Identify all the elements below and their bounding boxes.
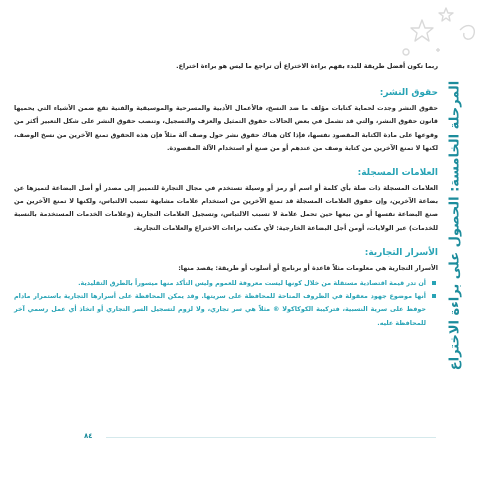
square-bullet-icon bbox=[432, 294, 436, 298]
trade-secrets-list bbox=[14, 277, 438, 330]
section-body-copyright: حقوق النشر وجدت لحماية كتابات مؤلف ما ضد النسخ، فالأعمال الأدبية والمسرحية والموسيقية والفنية تقع ضمن الأشياء التي يحميها قانون حقوق النشر، والتي قد تشمل في بعض الحالات حقوق التمثيل والعزف والتسجيل، وتنصب حقوق النشر على شكل التعبير أكثر من وقوعها على مادة الكتابة المقصود نفسها، فإذا كان هناك حقوق نشر حول وصف آلة مثلاً فإن هذه الحقوق تمنع الآخرين من نسخ الوصف، لكنها لا تمنع الآخرين من كتابة وصف من عندهم أو من صنع أو استخدام الآلة المقصودة. bbox=[14, 104, 438, 152]
section-body-trademarks: العلامات المسجلة ذات صلة بأي كلمة أو اسم أو رمز أو وسيلة تستخدم في مجال التجارة للتمييز إلى مصدر أو أصل البضاعة لتميزها عن بضاعة الآخرين، وإن حقوق العلامات المسجلة قد تمنع الآخرين من استخدام علامات مشابهة تسبب الالتباس، ولكنها لا تمنع الآخرين من صنع البضاعة نفسها أو من بيعها حين تحمل علامة لا تسبب الالتباس، وتسجيل العلامات التجارية (وعلامات الخدمات المستخدمة بالنسبة للخدمات) عبر الولايات، أومن أجل البضاعة الخارجية: لأي مكتب براءات الاختراع والعلامات التجارية. bbox=[14, 184, 438, 232]
page-content bbox=[14, 60, 438, 342]
section-heading-trade-secrets: الأسرار التجارية: bbox=[364, 247, 438, 258]
chapter-side-title-text: المرحلة الخامسة: الحصول على براءة الاختراع bbox=[447, 80, 463, 370]
list-item bbox=[14, 277, 438, 290]
square-bullet-icon bbox=[432, 281, 436, 285]
list-item-text: أن تدر قيمة اقتصادية مستقلة من خلال كونها ليست معروفة للعموم وليس التأكد منها ميسوراً بالطرق التقليدية. bbox=[78, 279, 426, 288]
list-item bbox=[14, 290, 438, 330]
intro-paragraph: ربما تكون أفضل طريقة للبدء بفهم براءة الاختراع أن تراجع ما ليس هو براءة اختراع. bbox=[176, 62, 438, 70]
section-heading-trademarks: العلامات المسجلة: bbox=[357, 168, 438, 179]
list-item-text: أنها موضوع جهود معقولة في الظروف المتاحة للمحافظة على سريتها. وقد يمكن المحافظة على أسرارها التجارية باستمرار مادام حوفظ على سرية النسبية، فتركيبة الكوكاكولا ® مثلاً هي سر تجاري، ولا لزوم لتسجيل السر التجاري أو اتخاذ أي عمل رسمي آخر للمحافظة عليه. bbox=[14, 292, 426, 327]
chapter-side-title bbox=[444, 60, 466, 390]
section-trade-secrets bbox=[14, 247, 438, 330]
section-trademarks bbox=[14, 167, 438, 235]
section-body-trade-secrets: الأسرار التجارية هي معلومات مثلاً قاعدة أو برنامج أو أسلوب أو طريقة: يقصد منها: bbox=[178, 263, 438, 272]
page-number: ٨٤ bbox=[84, 432, 93, 440]
footer-divider bbox=[106, 437, 436, 438]
section-heading-copyright: حقوق النشر: bbox=[379, 88, 438, 99]
section-copyright bbox=[14, 87, 438, 155]
